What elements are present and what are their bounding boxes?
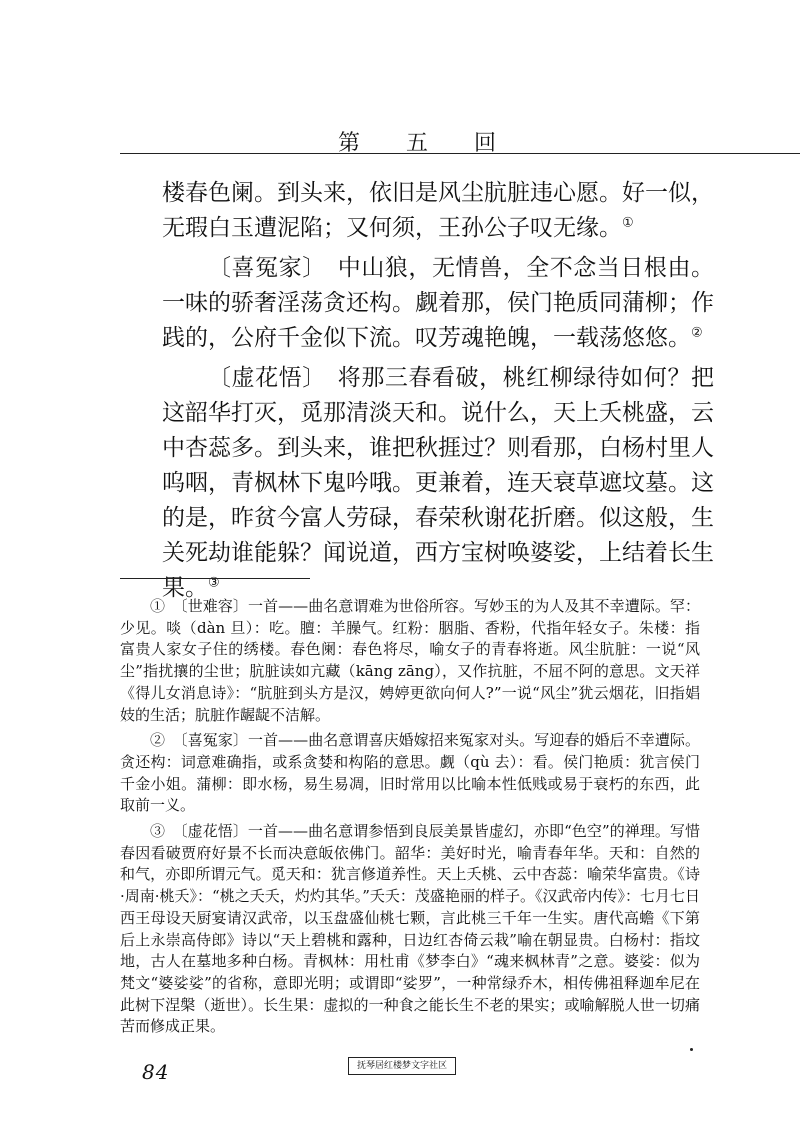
page-header [120, 120, 800, 154]
footnote: ① 〔世难容〕一首——曲名意谓难为世俗所容。写妙玉的为人及其不幸遭际。罕：少见。啖（dàn 旦）：吃。膻：羊臊气。红粉：胭脂、香粉，代指年轻女子。朱楼：指富贵人家女子住的绣楼。春色阑：春色将尽，喻女子的青春将逝。风尘肮脏：一说“风尘”指扰攘的尘世；肮脏读如亢藏（kāng zāng），又作抗脏，不屈不阿的意思。文天祥《得儿女消息诗》：“肮脏到头方是汉，娉婷更欲向何人?”一说“风尘”犹云烟花，旧指娼妓的生活；肮脏作龌龊不洁解。 [120, 597, 700, 724]
verse-paragraph [162, 176, 714, 246]
paragraph-text: 〔喜冤家〕 中山狼，无情兽，全不念当日根由。一味的骄奢淫荡贪还构。觑着那，侯门艳质同蒲柳；作践的，公府千金似下流。叹芳魂艳魄，一载荡悠悠。 [162, 255, 714, 351]
scan-speck [690, 1048, 693, 1051]
footnote-marker: ① [622, 215, 634, 231]
verse-paragraph [162, 251, 714, 356]
chapter-title: 第五回 [338, 131, 543, 156]
paragraph-text: 〔虚花悟〕 将那三春看破，桃红柳绿待如何？把这韶华打灭，觅那清淡天和。说什么，天上夭桃盛，云中杏蕊多。到头来，谁把秋捱过？则看那，白杨村里人呜咽，青枫林下鬼吟哦。更兼着，连天衰草遮坟墓。这的是，昨贫今富人劳碌，春荣秋谢花折磨。似这般，生关死劫谁能躲？闻说道，西方宝树唤婆娑，上结着长生果。 [162, 365, 714, 601]
footnote-marker: ② [691, 325, 703, 341]
header-rule [120, 153, 800, 154]
watermark-stamp: 抚琴居红楼梦文字社区 [348, 1057, 456, 1075]
footnote-marker: ③ [208, 575, 220, 591]
footnote-rule [120, 578, 310, 579]
main-text [162, 176, 714, 606]
footnotes [120, 596, 700, 1038]
footnote: ② 〔喜冤家〕一首——曲名意谓喜庆婚嫁招来冤家对头。写迎春的婚后不幸遭际。贪还构：词意难确指，或系贪婪和构陷的意思。觑（qù 去）：看。侯门艳质：犹言侯门千金小姐。蒲柳：即水杨，易生易凋，旧时常用以比喻本性低贱或易于衰朽的东西，此取前一义。 [120, 731, 700, 815]
verse-paragraph [162, 361, 714, 606]
footnote: ③ 〔虚花悟〕一首——曲名意谓参悟到良辰美景皆虚幻，亦即“色空”的禅理。写惜春因看破贾府好景不长而决意皈依佛门。韶华：美好时光，喻青春年华。天和：自然的和气，亦即所谓元气。觅天和：犹言修道养性。天上夭桃、云中杏蕊：喻荣华富贵。《诗·周南·桃夭》：“桃之夭夭，灼灼其华。”夭夭：茂盛艳丽的样子。《汉武帝内传》：七月七日西王母设天厨宴请汉武帝，以玉盘盛仙桃七颗，言此桃三千年一生实。唐代高蟾《下第后上永崇高侍郎》诗以“天上碧桃和露种，日边红杏倚云栽”喻在朝显贵。白杨村：指坟地，古人在墓地多种白杨。青枫林：用杜甫《梦李白》“魂来枫林青”之意。婆娑：似为梵文“婆娑娑”的省称，意即光明；或谓即“娑罗”，一种常绿乔木，相传佛祖释迦牟尼在此树下涅槃（逝世）。长生果：虚拟的一种食之能长生不老的果实；或喻解脱人世一切痛苦而修成正果。 [120, 822, 700, 1036]
paragraph-text: 楼春色阑。到头来，依旧是风尘肮脏违心愿。好一似，无瑕白玉遭泥陷；又何须，王孙公子叹无缘。 [162, 180, 714, 241]
page-number: 84 [142, 1060, 170, 1084]
